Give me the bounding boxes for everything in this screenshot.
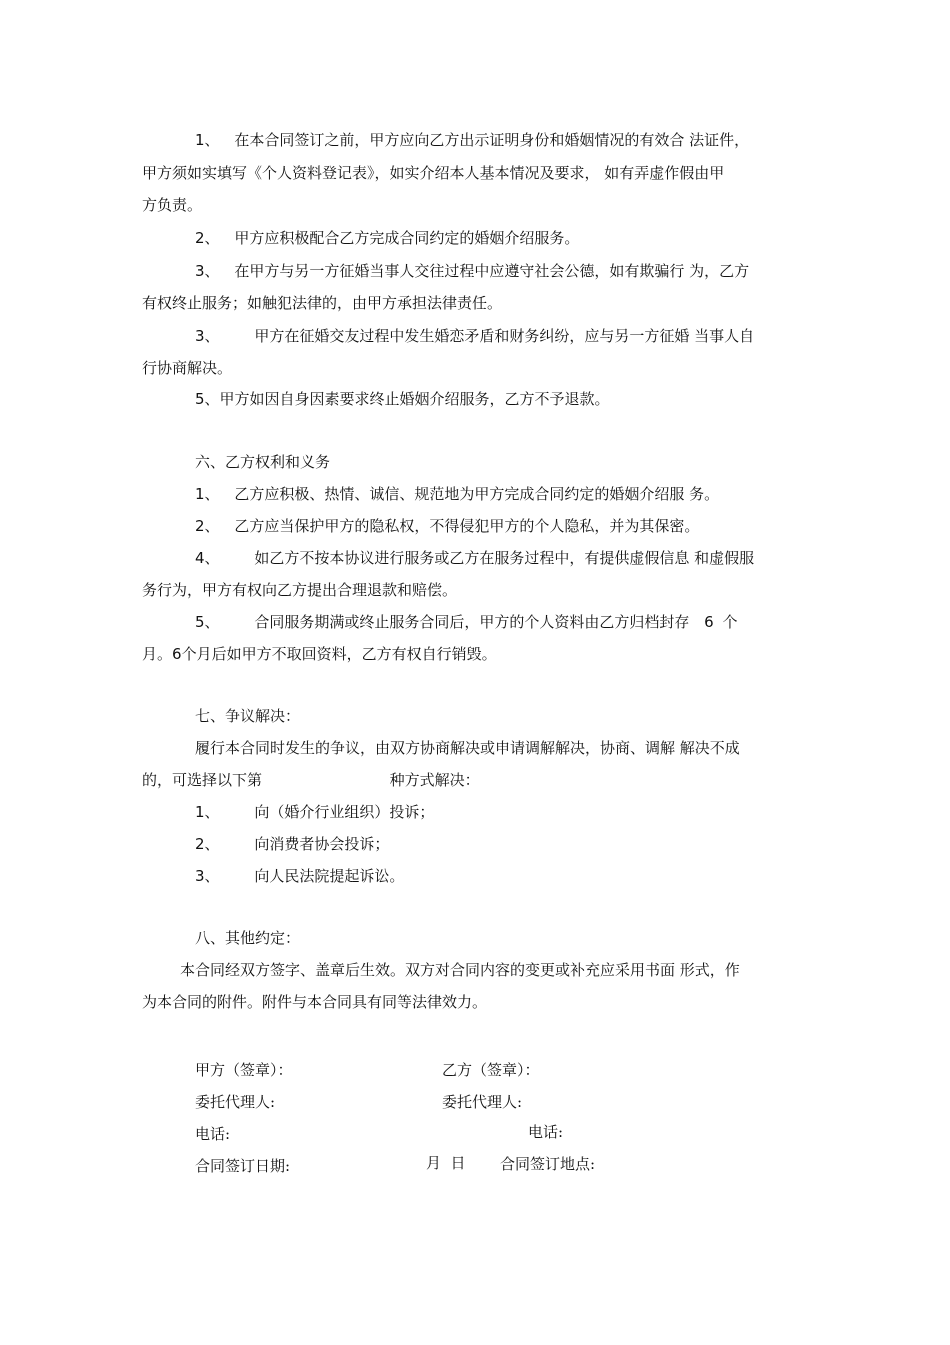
month-day: 月 日 [426, 1154, 466, 1172]
option-text: 向消费者协会投诉； [254, 835, 390, 853]
item-text: 在甲方与另一方征婚当事人交往过程中应遵守社会公德，如有欺骗行 为，乙方 [234, 262, 750, 280]
item-1-line-2: 甲方须如实填写《个人资料登记表》，如实介绍本人基本情况及要求， 如有弄虚作假由甲 [142, 164, 725, 182]
section-7-heading: 七、争议解决： [195, 707, 301, 725]
item-text: 乙方应当保护甲方的隐私权，不得侵犯甲方的个人隐私，并为其保密。 [234, 517, 700, 535]
phone-a: 电话: [195, 1125, 231, 1143]
item-number: 2、 [195, 517, 220, 535]
item-text: 合同服务期满或终止服务合同后，甲方的个人资料由乙方归档封存 [254, 613, 690, 631]
option-text: 向（婚介行业组织）投诉； [254, 803, 435, 821]
s6-item-3-line-1 [195, 548, 754, 568]
s6-item-4-line-2 [142, 644, 497, 664]
s6-item-4-line-1 [195, 612, 737, 632]
item-text: 甲方如因自身因素要求终止婚姻介绍服务，乙方不予退款。 [219, 390, 610, 408]
s8-line-2: 为本合同的附件。附件与本合同具有同等法律效力。 [142, 993, 488, 1011]
s6-item-2 [195, 516, 699, 536]
item-5 [195, 389, 610, 409]
item-number: 1、 [195, 485, 220, 503]
item-2 [195, 228, 579, 248]
agent-a: 委托代理人: [195, 1093, 276, 1111]
item-number: 2、 [195, 229, 220, 247]
party-a-signature: 甲方（签章）： [195, 1061, 293, 1079]
item-4-line-2: 行协商解决。 [142, 359, 233, 377]
item-text: 甲方应积极配合乙方完成合同约定的婚姻介绍服务。 [234, 229, 580, 247]
item-text-a: 月。 [142, 645, 173, 663]
item-text-end: 个 [722, 613, 738, 631]
s6-item-3-line-2: 务行为，甲方有权向乙方提出合理退款和赔偿。 [142, 581, 458, 599]
s8-line-1: 本合同经双方签字、盖章后生效。双方对合同内容的变更或补充应采用书面 形式，作 [180, 961, 740, 979]
section-8-heading: 八、其他约定： [195, 929, 301, 947]
option-number: 3、 [195, 867, 220, 885]
item-text: 甲方在征婚交友过程中发生婚恋矛盾和财务纠纷，应与另一方征婚 当事人自 [254, 327, 755, 345]
phone-b: 电话: [528, 1123, 564, 1141]
s7-option [195, 834, 389, 854]
item-number: 3、 [195, 327, 220, 345]
option-number: 1、 [195, 803, 220, 821]
party-b-signature: 乙方（签章）： [442, 1061, 540, 1079]
sign-place-label: 合同签订地点: [500, 1155, 596, 1173]
s7-para-line-2 [142, 770, 480, 790]
section-6-heading: 六、乙方权利和义务 [195, 453, 331, 471]
item-1-line-3: 方负责。 [142, 196, 203, 214]
s7-para-line-1: 履行本合同时发生的争议，由双方协商解决或申请调解解决，协商、调解 解决不成 [195, 739, 740, 757]
s7-text-b: 种方式解决： [389, 771, 480, 789]
s7-option [195, 802, 434, 822]
item-number: 5、 [195, 390, 220, 408]
item-text: 在本合同签订之前，甲方应向乙方出示证明身份和婚姻情况的有效合 法证件， [234, 131, 750, 149]
s7-text-a: 的，可选择以下第 [142, 771, 263, 789]
item-4-line-1 [195, 326, 754, 346]
item-text: 乙方应积极、热情、诚信、规范地为甲方完成合同约定的婚姻介绍服 务。 [234, 485, 720, 503]
option-number: 2、 [195, 835, 220, 853]
s6-item-1 [195, 484, 719, 504]
item-3-line-2: 有权终止服务；如触犯法律的，由甲方承担法律责任。 [142, 294, 503, 312]
item-number: 4、 [195, 549, 220, 567]
sign-date-label: 合同签订日期: [195, 1157, 291, 1175]
item-text-b: 个月后如甲方不取回资料，乙方有权自行销毁。 [181, 645, 497, 663]
agent-b: 委托代理人: [442, 1093, 523, 1111]
s7-option [195, 866, 404, 886]
item-number: 3、 [195, 262, 220, 280]
item-1-line-1 [195, 130, 749, 150]
retention-months: 6 [704, 613, 714, 631]
item-3-line-1 [195, 261, 749, 281]
item-number: 5、 [195, 613, 220, 631]
option-text: 向人民法院提起诉讼。 [254, 867, 405, 885]
item-number: 1、 [195, 131, 220, 149]
retention-months: 6 [172, 645, 182, 663]
item-text: 如乙方不按本协议进行服务或乙方在服务过程中，有提供虚假信息 和虚假服 [254, 549, 755, 567]
